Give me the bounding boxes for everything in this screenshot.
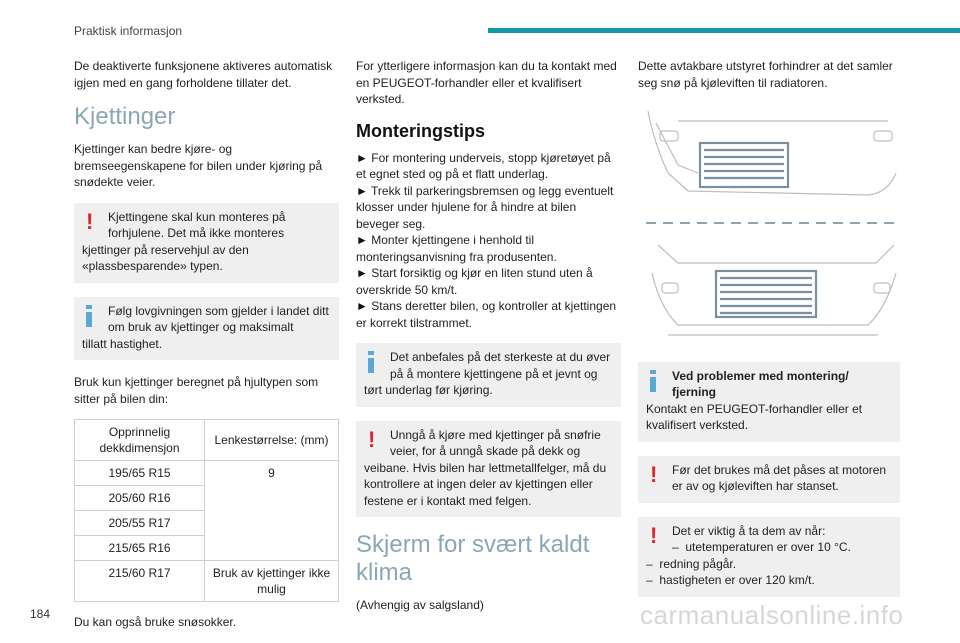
warning-box-remove [638, 517, 900, 597]
step-item: ► Start forsiktig og kjør en liten stund uten å overskride 50 km/t. [356, 266, 593, 297]
intro-text: De deaktiverte funksjonene aktiveres automatisk igjen med en gang forholdene tillater det. [74, 59, 333, 90]
arrow-icon: ► [356, 233, 368, 247]
info-text-cont: tørt underlag før kjøring. [364, 383, 493, 397]
arrow-icon: ► [356, 299, 368, 313]
info-text: Det anbefales på det sterkeste at du øver på å montere kjettingene på et jevnt og [390, 350, 611, 381]
step-item: ► Monter kjettingene i henhold til monteringsanvisning fra produsenten. [356, 233, 557, 264]
warning-icon: ! [650, 461, 658, 487]
warning-list-item: – utetemperaturen er over 10 °C. [672, 540, 851, 554]
watermark: carmanualsonline.info [640, 600, 904, 630]
link-size-cell: 9 [205, 461, 339, 561]
tyre-cell: 215/65 R16 [75, 536, 205, 561]
warning-list-item: – redning pågår. [646, 556, 737, 571]
warning-icon: ! [368, 426, 376, 452]
intro-text: Dette avtakbare utstyret forhindrer at det samler seg snø på kjøleviften til radiatoren. [638, 59, 893, 90]
arrow-icon: ► [356, 266, 368, 280]
info-icon [368, 351, 374, 373]
warning-text: Unngå å kjøre med kjettinger på snøfrie veier, for å unngå skade på dekk og [390, 427, 601, 458]
warning-text: Kjettingene skal kun monteres på forhjulene. Det må ikke monteres [108, 209, 286, 240]
tyre-cell: 195/65 R15 [75, 461, 205, 486]
subtitle-monteringstips: Monteringstips [356, 120, 485, 141]
table-intro: Bruk kun kjettinger beregnet på hjultypen som sitter på bilen din: [74, 375, 319, 406]
not-possible-cell: Bruk av kjettinger ikke mulig [205, 561, 339, 602]
page-number: 184 [30, 607, 51, 621]
tyre-chain-table [74, 419, 339, 602]
footer-text: Du kan også bruke snøsokker. [74, 615, 237, 629]
warning-text-cont: er av og kjøleviften har stanset. [672, 479, 839, 493]
warning-box-engine-off [638, 456, 900, 503]
info-title: Ved problemer med montering/ fjerning [672, 368, 849, 399]
step-item: ► Trekk til parkeringsbremsen og legg eventuelt klosser under hjulene for å hindre at bilen beveger seg. [356, 183, 614, 231]
info-text: Følg lovgivningen som gjelder i landet ditt om bruk av kjettinger og maksimalt [108, 303, 329, 334]
step-item: ► Stans deretter bilen, og kontroller at kjettingen er korrekt tilstrammet. [356, 299, 617, 330]
info-box-practice [356, 343, 621, 407]
warning-box-snowfree [356, 421, 621, 518]
table-header-link: Lenkestørrelse: (mm) [205, 420, 339, 461]
info-icon [650, 370, 656, 392]
tyre-cell: 205/55 R17 [75, 511, 205, 536]
info-box-legislation [74, 297, 339, 361]
arrow-icon: ► [356, 150, 368, 165]
steps-list [356, 150, 621, 332]
running-header: Praktisk informasjon [74, 24, 183, 38]
cold-screen-illustration [638, 103, 900, 348]
step-item: ► For montering underveis, stopp kjøretøyet på et egnet sted og på et flatt underlag. [356, 150, 611, 181]
warning-text: Det er viktig å ta dem av når: [672, 523, 826, 538]
info-icon [86, 305, 92, 327]
warning-text-cont: kjettinger på reservehjul av den «plassbesparende» typen. [82, 242, 249, 273]
intro-text: For ytterligere informasjon kan du ta kontakt med en PEUGEOT-forhandler eller et kvalifisert verksted. [356, 59, 617, 106]
column-1 [74, 58, 339, 643]
section-text: Kjettinger kan bedre kjøre- og bremseegenskapene for bilen under kjøring på snødekte veier. [74, 142, 323, 189]
arrow-icon: ► [356, 183, 368, 198]
warning-icon: ! [86, 208, 94, 234]
tyre-cell: 205/60 R16 [75, 486, 205, 511]
warning-text-cont: veibane. Hvis bilen har lettmetallfelger, må du kontrollere at ingen deler av kjettingen eller festene er i kontakt med felgen. [364, 460, 607, 508]
warning-text: Før det brukes må det påses at motoren [672, 462, 887, 477]
info-text: Kontakt en PEUGEOT-forhandler eller et kvalifisert verksted. [646, 401, 863, 432]
section-title-kjettinger: Kjettinger [74, 103, 176, 130]
info-text-cont: tillatt hastighet. [82, 336, 163, 351]
section-note: (Avhengig av salgsland) [356, 598, 484, 612]
column-3 [638, 58, 900, 611]
column-2 [356, 58, 621, 626]
grille-drawing [638, 103, 900, 343]
warning-icon: ! [650, 522, 658, 548]
tyre-cell: 215/60 R17 [75, 561, 205, 602]
header-accent-bar [488, 28, 960, 33]
info-box-problems [638, 362, 900, 442]
table-header-tyre: Opprinnelig dekkdimensjon [75, 420, 205, 461]
warning-list-item: – hastigheten er over 120 km/t. [646, 573, 815, 587]
warning-box-front-wheels [74, 203, 339, 283]
section-title-cold-climate: Skjerm for svært kaldt klima [356, 531, 590, 586]
